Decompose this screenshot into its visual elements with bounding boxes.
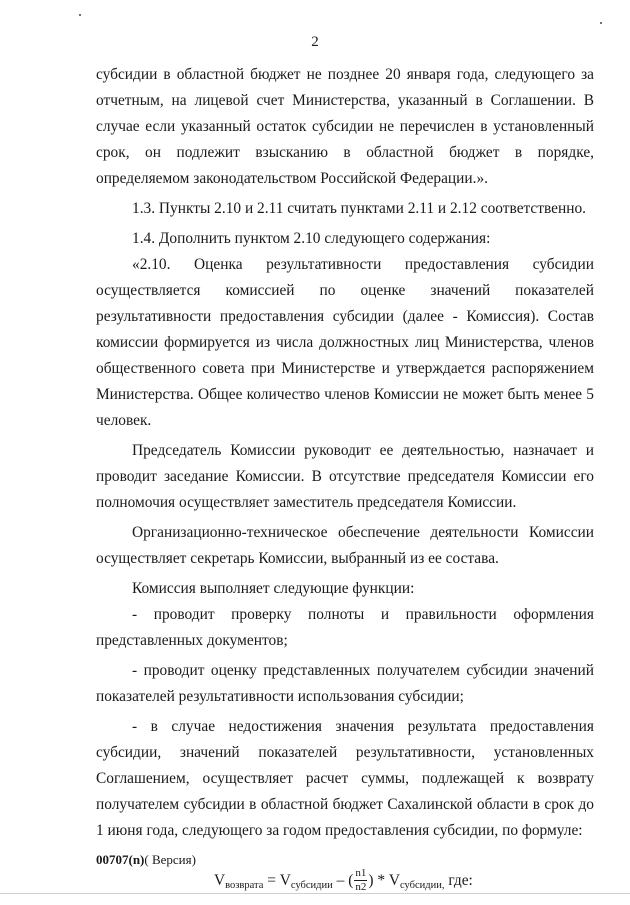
formula-equals: = bbox=[267, 872, 276, 890]
document-code: 00707(n) bbox=[96, 852, 145, 867]
formula-v-subsidy: $V_{субсидии}$ bbox=[279, 872, 333, 892]
formula-fraction bbox=[354, 867, 367, 894]
paragraph-8: - проводит проверку полноты и правильности оформления представленных документов; bbox=[96, 606, 594, 649]
paragraph-5: Председатель Комиссии руководит ее деятельностью, назначает и проводит заседание Комиссии. В отсутствие председателя Комиссии его полномочия осуществляет заместитель председателя Комиссии. bbox=[96, 442, 594, 511]
document-footer bbox=[96, 852, 196, 868]
page-number: 2 bbox=[311, 34, 319, 50]
formula-times: * bbox=[377, 872, 386, 890]
version-label: ( Версия) bbox=[144, 852, 196, 867]
formula-v-subsidy-2: $V_{субсидии,}$ bbox=[388, 872, 445, 892]
fraction-denominator: n2 bbox=[355, 881, 367, 893]
scan-speck bbox=[79, 14, 81, 16]
paragraph-4: «2.10. Оценка результативности предоставления субсидии осуществляется комиссией по оценке значений показателей результативности предоставления субсидии (далее - Комиссия). Состав комиссии формируется из числа должностных лиц Министерства, членов общественного совета при Министерстве и утверждается распоряжением Министерства. Общее количество членов Комиссии не может быть менее 5 человек. bbox=[96, 256, 594, 429]
paragraph-9: - проводит оценку представленных получателем субсидии значений показателей результативности использования субсидии; bbox=[96, 662, 594, 705]
formula-close-paren: ) bbox=[368, 872, 374, 890]
paragraph-10: - в случае недостижения значения результата предоставления субсидии, значений показателей результативности, установленных Соглашением, осуществляет расчет суммы, подлежащей к возврату получателем субсидии в областной бюджет Сахалинской области в срок до 1 июня года, следующего за годом предоставления субсидии, по формуле: bbox=[96, 718, 594, 839]
formula-tail: где: bbox=[448, 872, 473, 890]
fraction-numerator: n1 bbox=[355, 867, 367, 879]
formula-minus: – bbox=[336, 872, 345, 890]
formula-lhs: $V_{возврата}$ bbox=[214, 872, 264, 892]
paragraph-7: Комиссия выполняет следующие функции: bbox=[132, 580, 415, 597]
paragraph-2: 1.3. Пункты 2.10 и 2.11 считать пунктами 2.11 и 2.12 соответственно. bbox=[132, 200, 587, 217]
paragraph-6: Организационно-техническое обеспечение деятельности Комиссии осуществляет секретарь Комиссии, выбранный из ее состава. bbox=[96, 524, 594, 567]
paragraph-1: субсидии в областной бюджет не позднее 20 января года, следующего за отчетным, на лицевой счет Министерства, указанный в Соглашении. В случае если указанный остаток субсидии не перечислен в установленный срок, он подлежит взысканию в областной бюджет в порядке, определяемом законодательством Российской Федерации.». bbox=[96, 66, 594, 187]
scan-edge-line bbox=[0, 893, 630, 894]
scan-speck bbox=[600, 22, 602, 24]
formula-open-paren: ( bbox=[348, 872, 354, 890]
document-body bbox=[96, 62, 594, 898]
paragraph-3: 1.4. Дополнить пунктом 2.10 следующего содержания: bbox=[132, 230, 491, 247]
